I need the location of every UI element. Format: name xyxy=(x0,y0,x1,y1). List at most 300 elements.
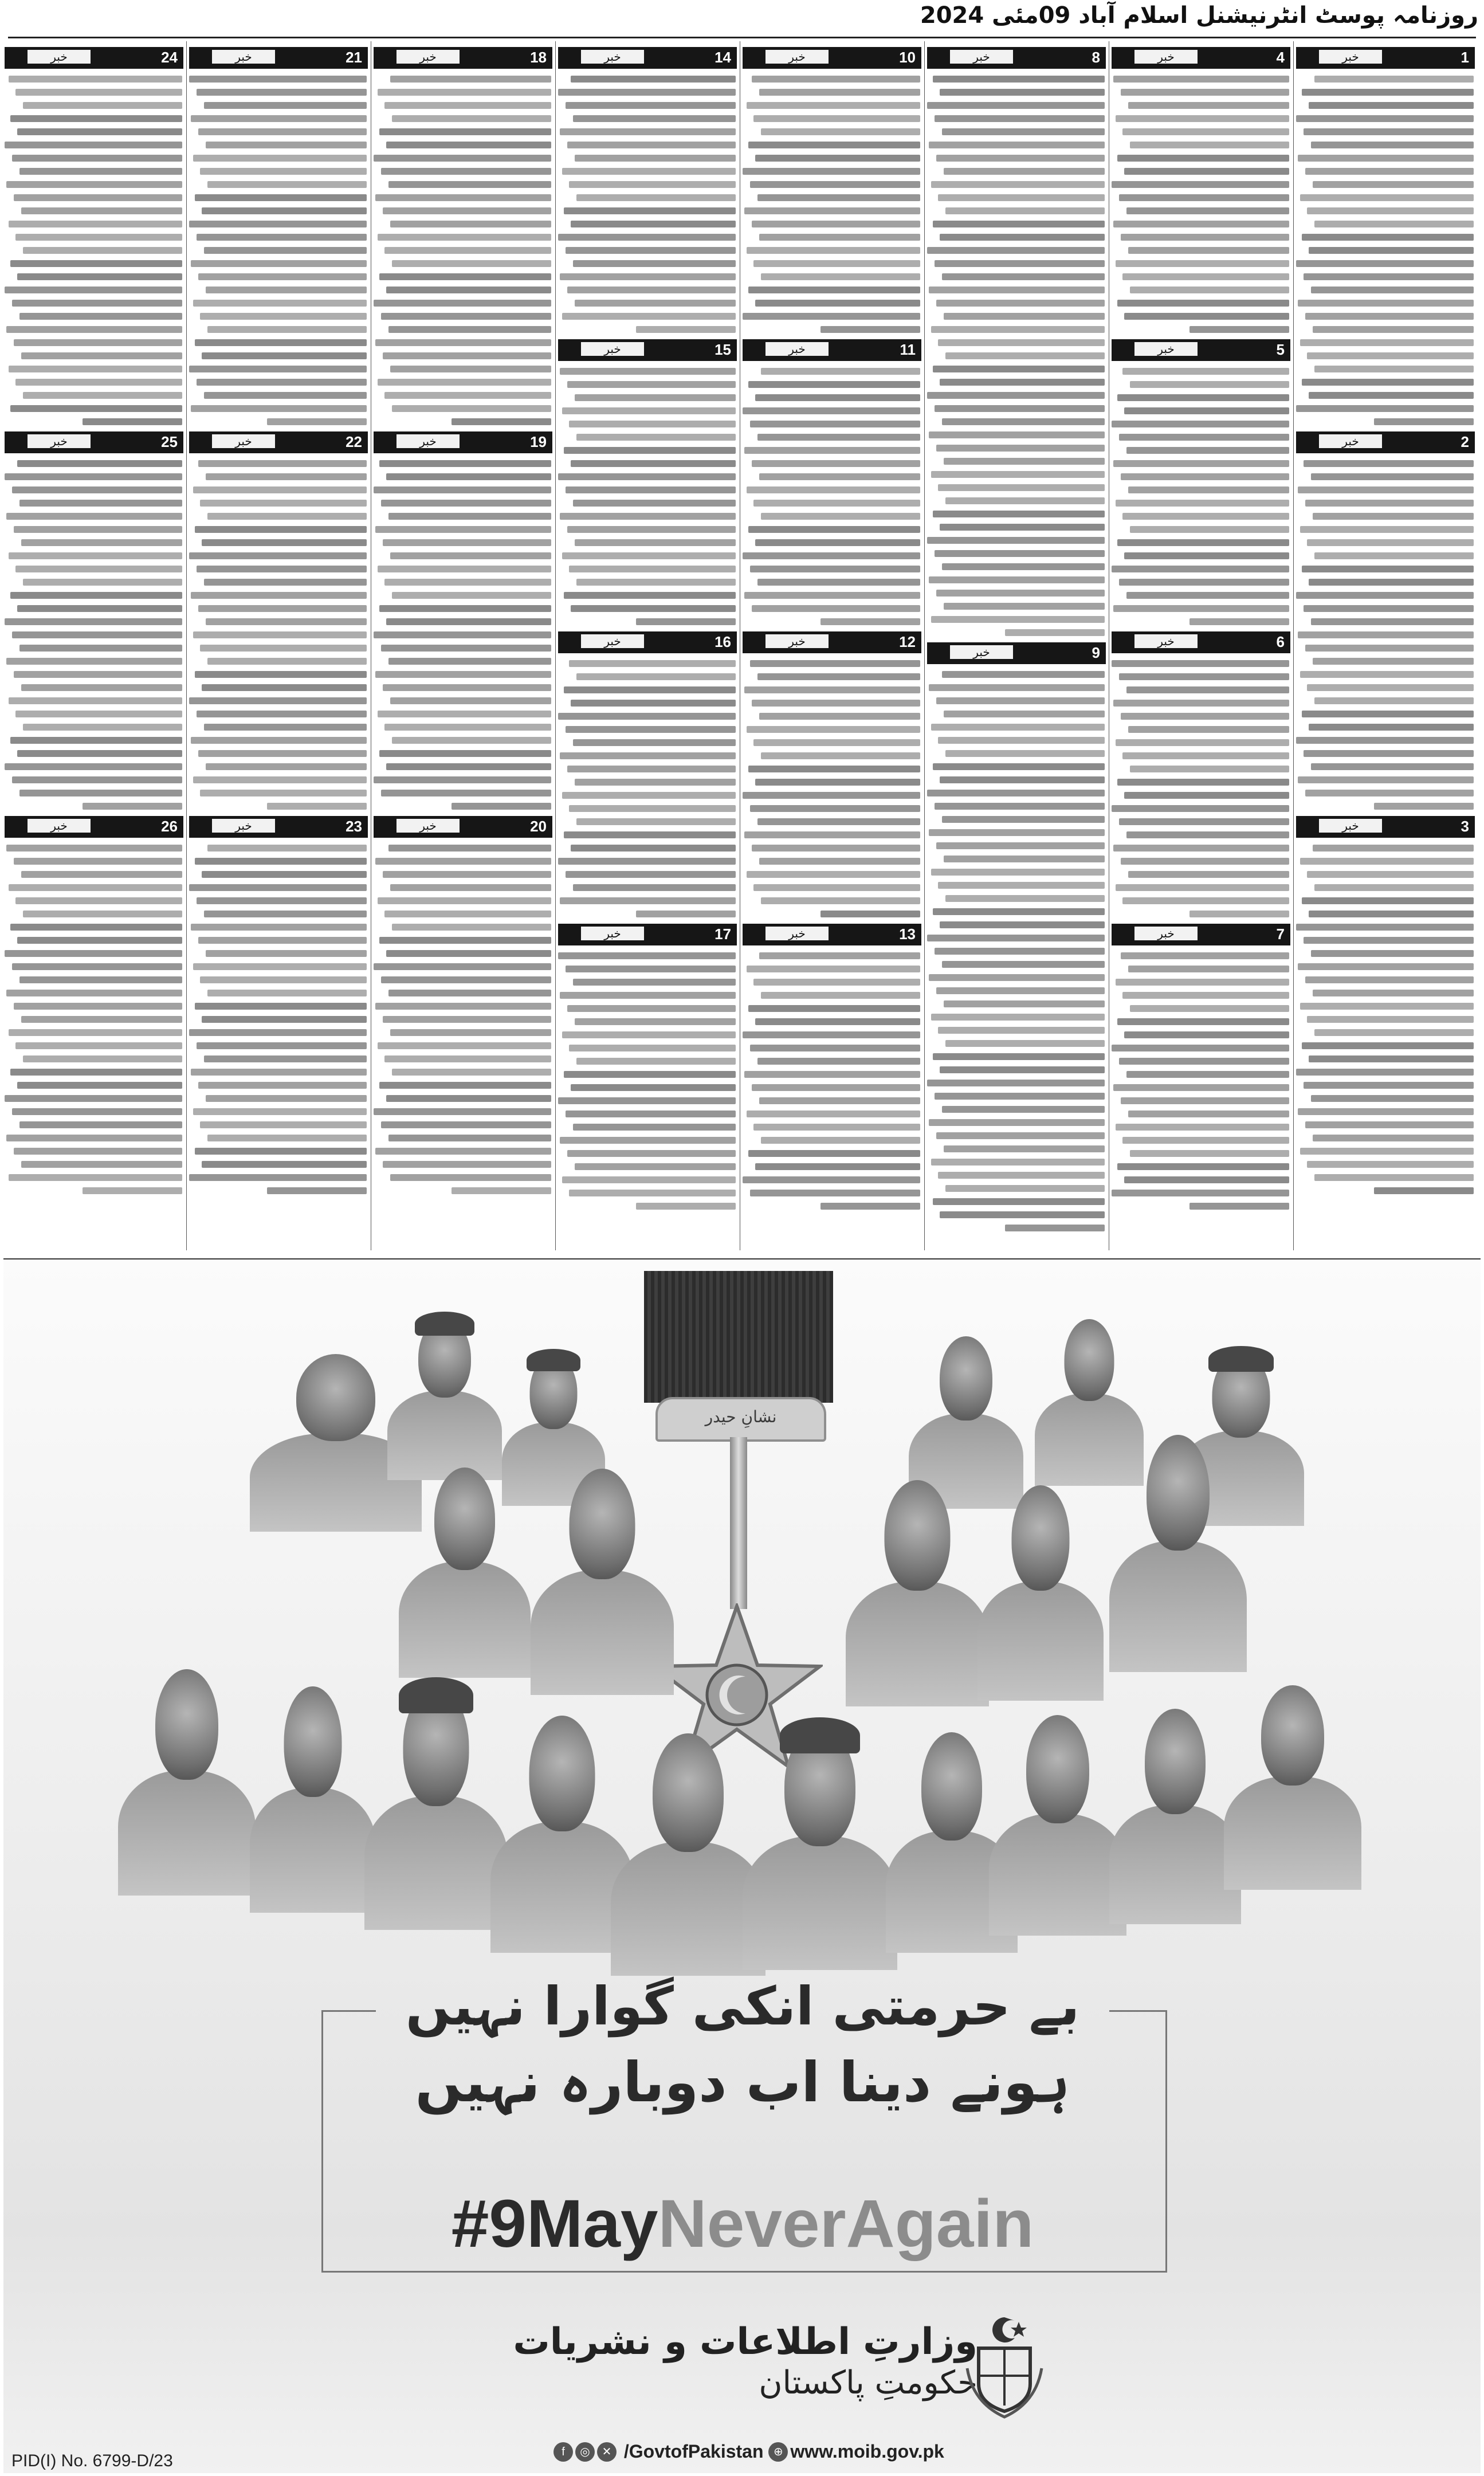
news-item-label: خبر xyxy=(212,819,275,833)
text-line xyxy=(755,1163,920,1170)
text-line xyxy=(193,486,367,493)
text-line xyxy=(757,1058,920,1065)
text-line xyxy=(747,726,920,733)
text-line xyxy=(1304,605,1474,612)
news-item-header xyxy=(1112,924,1290,945)
text-line xyxy=(17,605,182,612)
text-line xyxy=(1374,803,1474,810)
text-line xyxy=(1302,89,1474,96)
text-line xyxy=(942,273,1105,280)
text-line xyxy=(1305,790,1474,796)
text-line xyxy=(573,739,736,746)
text-line xyxy=(202,207,367,214)
text-line xyxy=(12,300,182,307)
text-line xyxy=(944,856,1105,862)
text-line xyxy=(747,1111,920,1117)
text-line xyxy=(388,990,551,996)
text-line xyxy=(761,513,920,520)
text-line xyxy=(1313,990,1474,996)
text-line xyxy=(744,1071,920,1078)
text-line xyxy=(1313,513,1474,520)
text-line xyxy=(929,974,1105,981)
text-line xyxy=(1307,871,1474,878)
text-line xyxy=(748,381,920,388)
text-line xyxy=(202,871,367,878)
government-name: حکومتِ پاکستان xyxy=(759,2364,977,2402)
text-line xyxy=(1307,207,1474,214)
text-line xyxy=(562,552,736,559)
text-line xyxy=(1298,963,1474,970)
text-line xyxy=(571,460,736,467)
news-item-header xyxy=(374,816,552,838)
text-line xyxy=(452,803,551,810)
text-line xyxy=(384,392,551,399)
text-line xyxy=(1130,142,1289,148)
text-line xyxy=(5,618,182,625)
text-line xyxy=(392,924,551,931)
news-item-label: خبر xyxy=(581,634,644,648)
text-line xyxy=(388,326,551,333)
text-line xyxy=(200,645,367,652)
text-line xyxy=(750,1190,920,1196)
text-line xyxy=(206,950,367,957)
text-line xyxy=(750,566,920,572)
ministry-name: وزارتِ اطلاعات و نشریات xyxy=(513,2321,977,2363)
text-line xyxy=(202,1161,367,1168)
text-line xyxy=(558,473,736,480)
text-line xyxy=(938,1172,1105,1179)
text-line xyxy=(564,1071,736,1078)
text-line xyxy=(5,950,182,957)
soldier-portrait xyxy=(846,1466,989,1706)
text-line xyxy=(388,513,551,520)
masthead-title: روزنامہ پوسٹ انٹرنیشنل اسلام آباد xyxy=(1078,2,1478,29)
text-line xyxy=(1005,629,1105,636)
text-line xyxy=(14,858,182,865)
text-line xyxy=(1113,76,1289,83)
news-item-label: خبر xyxy=(581,342,644,356)
text-line xyxy=(198,460,367,467)
text-line xyxy=(1117,155,1289,162)
text-line xyxy=(567,381,736,388)
text-line xyxy=(1130,287,1289,293)
text-line xyxy=(375,194,551,201)
text-line xyxy=(378,1042,551,1049)
text-line xyxy=(820,911,920,917)
text-line xyxy=(569,1045,736,1051)
text-line xyxy=(944,458,1105,465)
text-line xyxy=(1296,1069,1474,1076)
text-line xyxy=(1124,552,1289,559)
text-line xyxy=(1113,700,1289,707)
text-line xyxy=(189,552,367,559)
text-line xyxy=(560,1137,736,1144)
news-item-header xyxy=(5,431,183,453)
text-line xyxy=(1128,1111,1289,1117)
text-line xyxy=(936,1132,1105,1139)
text-line xyxy=(202,352,367,359)
text-line xyxy=(752,845,920,852)
text-line xyxy=(750,421,920,427)
text-line xyxy=(1314,697,1474,704)
text-line xyxy=(938,1027,1105,1034)
text-line xyxy=(931,181,1105,188)
text-line xyxy=(748,526,920,533)
text-line xyxy=(375,1003,551,1010)
text-line xyxy=(193,631,367,638)
text-line xyxy=(938,194,1105,201)
text-line xyxy=(945,895,1105,902)
text-line xyxy=(747,486,920,493)
text-line xyxy=(562,1176,736,1183)
text-line xyxy=(1302,234,1474,241)
news-item-label: خبر xyxy=(1134,927,1198,940)
text-line xyxy=(931,869,1105,876)
text-line xyxy=(189,1174,367,1181)
text-line xyxy=(748,142,920,148)
text-line xyxy=(5,287,182,293)
text-line xyxy=(392,115,551,122)
text-line xyxy=(1311,763,1474,770)
text-line xyxy=(752,460,920,467)
text-line xyxy=(386,142,551,148)
text-line xyxy=(202,684,367,691)
text-line xyxy=(927,247,1105,254)
text-line xyxy=(375,339,551,346)
news-item-label: خبر xyxy=(396,50,460,64)
masthead-rule xyxy=(8,37,1476,38)
news-item-label: خبر xyxy=(950,645,1013,659)
text-line xyxy=(207,181,367,188)
news-item-number: 8 xyxy=(1092,49,1100,66)
text-line xyxy=(386,473,551,480)
text-line xyxy=(14,1148,182,1155)
text-line xyxy=(1112,1190,1289,1196)
text-line xyxy=(1305,168,1474,175)
text-line xyxy=(1116,1124,1289,1131)
text-line xyxy=(1309,911,1474,917)
text-line xyxy=(381,645,551,652)
text-line xyxy=(1313,658,1474,665)
text-line xyxy=(21,1016,182,1023)
text-line xyxy=(17,937,182,944)
text-line xyxy=(5,1095,182,1102)
news-column xyxy=(188,41,369,1250)
text-line xyxy=(1113,460,1289,467)
text-line xyxy=(558,952,736,959)
text-line xyxy=(1302,566,1474,572)
text-line xyxy=(14,1003,182,1010)
text-line xyxy=(1121,234,1289,241)
text-line xyxy=(379,460,551,467)
text-line xyxy=(575,155,736,162)
news-column xyxy=(1295,41,1476,1250)
text-line xyxy=(944,711,1105,717)
text-line xyxy=(21,871,182,878)
text-line xyxy=(929,431,1105,438)
news-item-label: خبر xyxy=(396,434,460,448)
text-line xyxy=(1119,194,1289,201)
text-line xyxy=(383,684,551,691)
text-line xyxy=(1311,473,1474,480)
text-line xyxy=(1298,155,1474,162)
text-line xyxy=(743,1176,920,1183)
facebook-icon[interactable]: f xyxy=(553,2442,573,2462)
text-line xyxy=(929,142,1105,148)
text-line xyxy=(374,963,551,970)
text-line xyxy=(1296,115,1474,122)
text-line xyxy=(761,1137,920,1144)
text-line xyxy=(755,394,920,401)
text-line xyxy=(189,697,367,704)
news-item-header xyxy=(743,339,921,361)
text-line xyxy=(1307,684,1474,691)
website-link[interactable]: www.moib.gov.pk xyxy=(790,2441,944,2462)
news-column xyxy=(926,41,1107,1250)
text-line xyxy=(378,379,551,386)
text-line xyxy=(752,76,920,83)
column-separator xyxy=(924,41,925,1250)
text-line xyxy=(560,897,736,904)
text-line xyxy=(6,513,182,520)
news-item-number: 21 xyxy=(346,49,362,66)
news-item-label: خبر xyxy=(1319,434,1382,448)
text-line xyxy=(945,1185,1105,1192)
text-line xyxy=(193,776,367,783)
text-line xyxy=(1124,313,1289,320)
text-line xyxy=(390,552,551,559)
ministry-block xyxy=(513,2321,977,2402)
text-line xyxy=(1112,181,1289,188)
news-item-label: خبر xyxy=(950,50,1013,64)
text-line xyxy=(1130,526,1289,533)
text-line xyxy=(1300,1003,1474,1010)
text-line xyxy=(933,76,1105,83)
text-line xyxy=(566,1111,736,1117)
text-line xyxy=(560,513,736,520)
text-line xyxy=(12,631,182,638)
text-line xyxy=(743,552,920,559)
news-item-header xyxy=(5,816,183,838)
text-line xyxy=(945,207,1105,214)
instagram-icon[interactable]: ◎ xyxy=(575,2442,595,2462)
text-line xyxy=(1128,966,1289,972)
text-line xyxy=(929,684,1105,691)
text-line xyxy=(1113,845,1289,852)
text-line xyxy=(1126,207,1289,214)
text-line xyxy=(753,115,920,122)
text-line xyxy=(195,1148,367,1155)
text-line xyxy=(1124,792,1289,799)
text-line xyxy=(9,884,182,891)
news-item-number: 10 xyxy=(899,49,916,66)
text-line xyxy=(15,234,182,241)
text-line xyxy=(569,181,736,188)
news-columns xyxy=(6,41,1479,1250)
text-line xyxy=(19,976,182,983)
text-line xyxy=(1189,1203,1289,1210)
text-line xyxy=(1128,102,1289,109)
news-column xyxy=(1110,41,1291,1250)
text-line xyxy=(195,339,367,346)
text-line xyxy=(936,987,1105,994)
text-line xyxy=(1122,273,1289,280)
text-line xyxy=(755,155,920,162)
text-line xyxy=(1122,513,1289,520)
text-line xyxy=(388,845,551,852)
text-line xyxy=(575,779,736,786)
x-icon[interactable]: ✕ xyxy=(597,2442,617,2462)
text-line xyxy=(929,287,1105,293)
text-line xyxy=(929,829,1105,836)
hashtag-part-1: #9May xyxy=(451,2186,658,2262)
text-line xyxy=(14,194,182,201)
text-line xyxy=(759,858,920,865)
news-item-header xyxy=(743,631,921,653)
news-item-label: خبر xyxy=(396,819,460,833)
text-line xyxy=(15,711,182,717)
text-line xyxy=(206,618,367,625)
text-line xyxy=(384,102,551,109)
text-line xyxy=(938,339,1105,346)
text-line xyxy=(743,407,920,414)
text-line xyxy=(567,766,736,772)
text-line xyxy=(759,713,920,720)
text-line xyxy=(757,673,920,680)
text-line xyxy=(560,992,736,999)
text-line xyxy=(9,76,182,83)
text-line xyxy=(1126,592,1289,599)
text-line xyxy=(381,790,551,796)
text-line xyxy=(193,963,367,970)
text-line xyxy=(566,726,736,733)
text-line xyxy=(753,979,920,986)
text-line xyxy=(744,686,920,693)
text-line xyxy=(1313,845,1474,852)
text-line xyxy=(566,102,736,109)
news-item-header xyxy=(1112,339,1290,361)
text-line xyxy=(379,1082,551,1089)
text-line xyxy=(567,1150,736,1157)
text-line xyxy=(1307,1016,1474,1023)
text-line xyxy=(761,752,920,759)
text-line xyxy=(558,858,736,865)
soldier-portrait xyxy=(1109,1695,1241,1924)
text-line xyxy=(942,671,1105,678)
text-line xyxy=(1314,552,1474,559)
text-line xyxy=(390,366,551,372)
text-line xyxy=(10,592,182,599)
text-line xyxy=(207,990,367,996)
text-line xyxy=(933,511,1105,517)
text-line xyxy=(1300,1148,1474,1155)
text-line xyxy=(755,1018,920,1025)
text-line xyxy=(1304,937,1474,944)
text-line xyxy=(929,576,1105,583)
text-line xyxy=(390,221,551,227)
text-line xyxy=(374,155,551,162)
text-line xyxy=(83,1187,182,1194)
text-line xyxy=(933,366,1105,372)
news-item-header xyxy=(1296,47,1475,69)
text-line xyxy=(1130,1005,1289,1012)
text-line xyxy=(12,776,182,783)
text-line xyxy=(1296,405,1474,412)
text-line xyxy=(562,407,736,414)
text-line xyxy=(379,605,551,612)
text-line xyxy=(384,1055,551,1062)
text-line xyxy=(10,1069,182,1076)
text-line xyxy=(204,247,367,254)
text-line xyxy=(195,194,367,201)
text-line xyxy=(384,247,551,254)
text-line xyxy=(571,605,736,612)
text-line xyxy=(9,1174,182,1181)
news-item-label: خبر xyxy=(212,50,275,64)
text-line xyxy=(750,805,920,812)
text-line xyxy=(748,766,920,772)
text-line xyxy=(636,326,736,333)
text-line xyxy=(1313,1135,1474,1141)
text-line xyxy=(23,724,182,731)
text-line xyxy=(17,273,182,280)
text-line xyxy=(567,142,736,148)
text-line xyxy=(743,168,920,175)
text-line xyxy=(1121,1097,1289,1104)
text-line xyxy=(381,1121,551,1128)
text-line xyxy=(1296,592,1474,599)
text-line xyxy=(1300,194,1474,201)
text-line xyxy=(1304,750,1474,757)
text-line xyxy=(1124,1176,1289,1183)
text-line xyxy=(200,168,367,175)
text-line xyxy=(935,260,1105,267)
text-line xyxy=(820,1203,920,1210)
text-line xyxy=(931,724,1105,731)
text-line xyxy=(383,1161,551,1168)
text-line xyxy=(267,803,367,810)
text-line xyxy=(1128,247,1289,254)
text-line xyxy=(1128,726,1289,733)
text-line xyxy=(573,260,736,267)
text-line xyxy=(9,1029,182,1036)
text-line xyxy=(945,352,1105,359)
text-line xyxy=(191,115,367,122)
text-line xyxy=(1130,381,1289,388)
text-line xyxy=(757,818,920,825)
text-line xyxy=(1309,102,1474,109)
column-separator xyxy=(186,41,187,1250)
news-item-header xyxy=(743,924,921,945)
text-line xyxy=(569,660,736,667)
text-line xyxy=(1311,142,1474,148)
text-line xyxy=(193,155,367,162)
social-handle[interactable]: /GovtofPakistan xyxy=(623,2441,764,2462)
text-line xyxy=(753,739,920,746)
text-line xyxy=(944,1000,1105,1007)
text-line xyxy=(10,405,182,412)
text-line xyxy=(17,750,182,757)
text-line xyxy=(935,405,1105,412)
text-line xyxy=(21,352,182,359)
text-line xyxy=(753,260,920,267)
text-line xyxy=(12,1108,182,1115)
text-line xyxy=(197,89,367,96)
text-line xyxy=(567,1005,736,1012)
news-item-number: 6 xyxy=(1276,633,1285,650)
text-line xyxy=(10,115,182,122)
text-line xyxy=(21,1161,182,1168)
